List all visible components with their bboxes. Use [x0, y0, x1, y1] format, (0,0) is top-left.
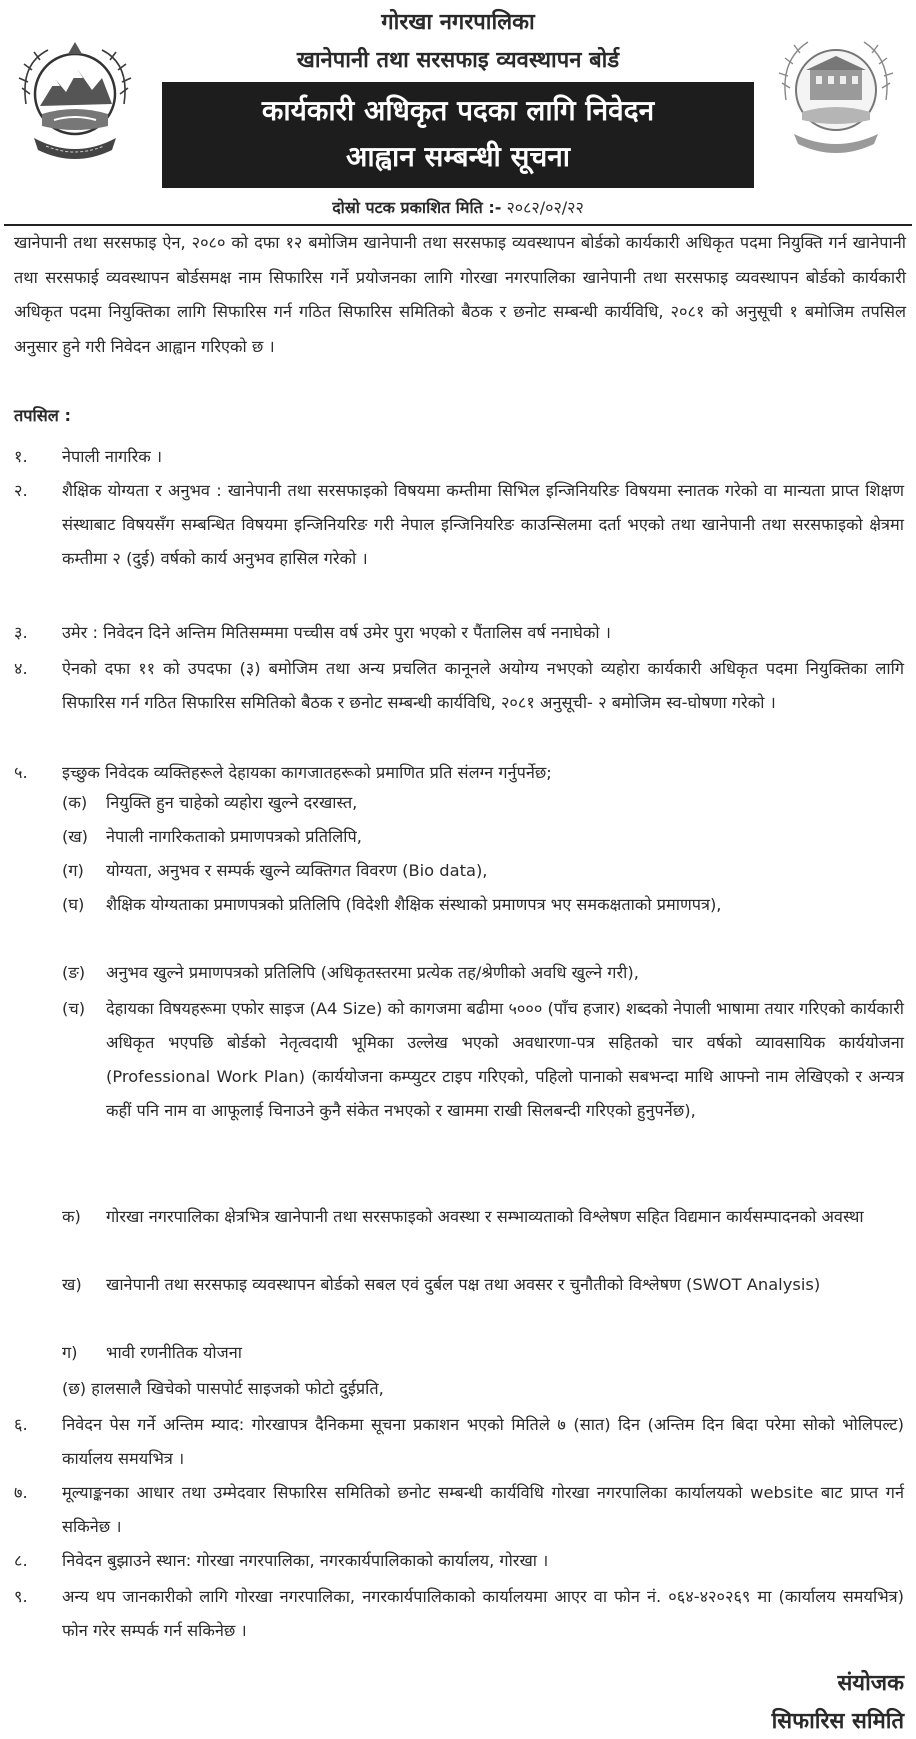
plan-item-label: क) [62, 1207, 81, 1226]
intro-paragraph: खानेपानी तथा सरसफाइ ऐन, २०८० को दफा १२ बमोजिम खानेपानी तथा सरसफाइ व्यवस्थापन बोर्डको कार्यकारी अधिकृत पदमा नियुक्ति गर्न खानेपानी तथा सरसफाई व्यवस्थापन बोर्डसमक्ष नाम सिफारिस गर्ने प्रयोजनका लागि गोरखा नगरपालिका खानेपानी तथा सरसफाइ व्यवस्थापन बोर्डको कार्यकारी अधिकृत पदमा नियुक्तिका लागि सिफारिस गर्न गठित सिफारिस समितिको बैठक र छनोट सम्बन्धी कार्यविधि, २०८१ को अनुसूची १ बमोजिम तपसिल अनुसार हुने गरी निवेदन आह्वान गरिएको छ । [14, 233, 906, 356]
sub-item-text: नियुक्ति हुन चाहेको व्यहोरा खुल्ने दरखास्त, [106, 793, 358, 812]
item-text: मूल्याङ्कनका आधार तथा उम्मेदवार सिफारिस समितिको छनोट सम्बन्धी कार्यविधि गोरखा नगरपालिका कार्यालयको website बाट प्राप्त गर्न सकिनेछ । [62, 1483, 904, 1536]
item-text: इच्छुक निवेदक व्यक्तिहरूले देहायका कागजातहरूको प्रमाणित प्रति संलग्न गर्नुपर्नेछ; [62, 763, 552, 782]
item-text: नेपाली नागरिक । [62, 447, 163, 466]
item-number: ९. [14, 1587, 28, 1606]
sub-item-text: योग्यता, अनुभव र सम्पर्क खुल्ने व्यक्तिगत विवरण (Bio data), [106, 861, 488, 880]
item-number: ६. [14, 1415, 28, 1434]
item-text: उमेर : निवेदन दिने अन्तिम मितिसम्ममा पच्चीस वर्ष उमेर पुरा भएको र पैंतालिस वर्ष ननाघेको । [62, 623, 611, 642]
photo-item: (छ) हालसालै खिचेको पासपोर्ट साइजको फोटो दुईप्रति, [62, 1379, 384, 1398]
publication-date-line [0, 196, 916, 218]
item-text: अन्य थप जानकारीको लागि गोरखा नगरपालिका, नगरकार्यपालिकाको कार्यालयमा आएर वा फोन नं. ०६४-४२०२६९ मा (कार्यालय समयभित्र) फोन गरेर सम्पर्क गर्न सकिनेछ । [62, 1587, 904, 1640]
item-number: ८. [14, 1551, 28, 1570]
notice-title-line-2: आह्वान सम्बन्धी सूचना [345, 140, 571, 173]
plan-item-text: भावी रणनीतिक योजना [106, 1343, 242, 1362]
plan-item-label: ग) [62, 1343, 78, 1362]
sub-item-text: शैक्षिक योग्यताका प्रमाणपत्रको प्रतिलिपि (विदेशी शैक्षिक संस्थाको प्रमाणपत्र भए समकक्षताको प्रमाणपत्र), [106, 895, 722, 914]
item-number: ५. [14, 763, 28, 782]
publication-date-label: दोस्रो पटक प्रकाशित मिति :- [332, 198, 502, 217]
notice-title-banner [162, 82, 754, 188]
details-heading: तपसिल : [14, 406, 71, 425]
signatory-committee: सिफारिस समिति [771, 1709, 904, 1734]
item-number: ४. [14, 659, 28, 678]
sub-item-label: (ख) [62, 827, 89, 846]
item-number: ३. [14, 623, 28, 642]
sub-item-label: (घ) [62, 895, 85, 914]
item-number: ७. [14, 1483, 28, 1502]
board-name: खानेपानी तथा सरसफाइ व्यवस्थापन बोर्ड [296, 48, 620, 73]
notice-title-line-1: कार्यकारी अधिकृत पदका लागि निवेदन [261, 94, 655, 127]
plan-item-text: खानेपानी तथा सरसफाइ व्यवस्थापन बोर्डको सबल एवं दुर्बल पक्ष तथा अवसर र चुनौतीको विश्लेषण (SWOT Analysis) [106, 1275, 821, 1294]
item-number: १. [14, 447, 28, 466]
signatory-role: संयोजक [837, 1671, 904, 1696]
sub-item-label: (ङ) [62, 963, 86, 982]
sub-item-text: देहायका विषयहरूमा एफोर साइज (A4 Size) को कागजमा बढीमा ५००० (पाँच हजार) शब्दको नेपाली भाषामा तयार गरिएको कार्यकारी अधिकृत भएपछि बोर्डको नेतृत्वदायी भूमिका उल्लेख भएको अवधारणा-पत्र सहितको चार वर्षको व्यावसायिक कार्ययोजना (Professional Work Plan) (कार्ययोजना कम्प्युटर टाइप गरिएको, पहिलो पानाको सबभन्दा माथि आफ्नो नाम लेखिएको र अन्यत्र कहीं पनि नाम वा आफूलाई चिनाउने कुनै संकेत नभएको र खाममा राखी सिलबन्दी गरिएको हुनुपर्नेछ), [106, 999, 904, 1120]
item-text: निवेदन बुझाउने स्थान: गोरखा नगरपालिका, नगरकार्यपालिकाको कार्यालय, गोरखा । [62, 1551, 549, 1570]
sub-item-text: नेपाली नागरिकताको प्रमाणपत्रको प्रतिलिपि, [106, 827, 362, 846]
sub-item-label: (च) [62, 999, 86, 1018]
municipality-name: गोरखा नगरपालिका [381, 10, 535, 35]
sub-item-label: (ग) [62, 861, 84, 880]
item-text: निवेदन पेस गर्ने अन्तिम म्याद: गोरखापत्र दैनिकमा सूचना प्रकाशन भएको मितिले ७ (सात) दिन (अन्तिम दिन बिदा परेमा सोको भोलिपल्ट) कार्यालय समयभित्र । [62, 1415, 904, 1468]
publication-date-value: २०८२/०२/२२ [506, 198, 584, 217]
item-text: शैक्षिक योग्यता र अनुभव : खानेपानी तथा सरसफाइको विषयमा कम्तीमा सिभिल इन्जिनियरिङ विषयमा स्नातक गरेको वा मान्यता प्राप्त शिक्षण संस्थाबाट विषयसँग सम्बन्धित विषयमा इन्जिनियरिङ गरी नेपाल इन्जिनियरिङ काउन्सिलमा दर्ता भएको तथा खानेपानी तथा सरसफाइको क्षेत्रमा कम्तीमा २ (दुई) वर्षको कार्य अनुभव हासिल गरेको । [62, 481, 904, 568]
sub-item-label: (क) [62, 793, 88, 812]
item-text: ऐनको दफा ११ को उपदफा (३) बमोजिम तथा अन्य प्रचलित कानूनले अयोग्य नभएको व्यहोरा कार्यकारी अधिकृत पदमा नियुक्तिका लागि सिफारिस गर्न गठित सिफारिस समितिको बैठक र छनोट सम्बन्धी कार्यविधि, २०८१ अनुसूची- २ बमोजिम स्व-घोषणा गरेको । [62, 659, 904, 712]
item-number: २. [14, 481, 28, 500]
plan-item-text: गोरखा नगरपालिका क्षेत्रभित्र खानेपानी तथा सरसफाइको अवस्था र सम्भाव्यताको विश्लेषण सहित विद्यमान कार्यसम्पादनको अवस्था [106, 1207, 864, 1226]
plan-item-label: ख) [62, 1275, 82, 1294]
sub-item-text: अनुभव खुल्ने प्रमाणपत्रको प्रतिलिपि (अधिकृतस्तरमा प्रत्येक तह/श्रेणीको अवधि खुल्ने गरी), [106, 963, 639, 982]
